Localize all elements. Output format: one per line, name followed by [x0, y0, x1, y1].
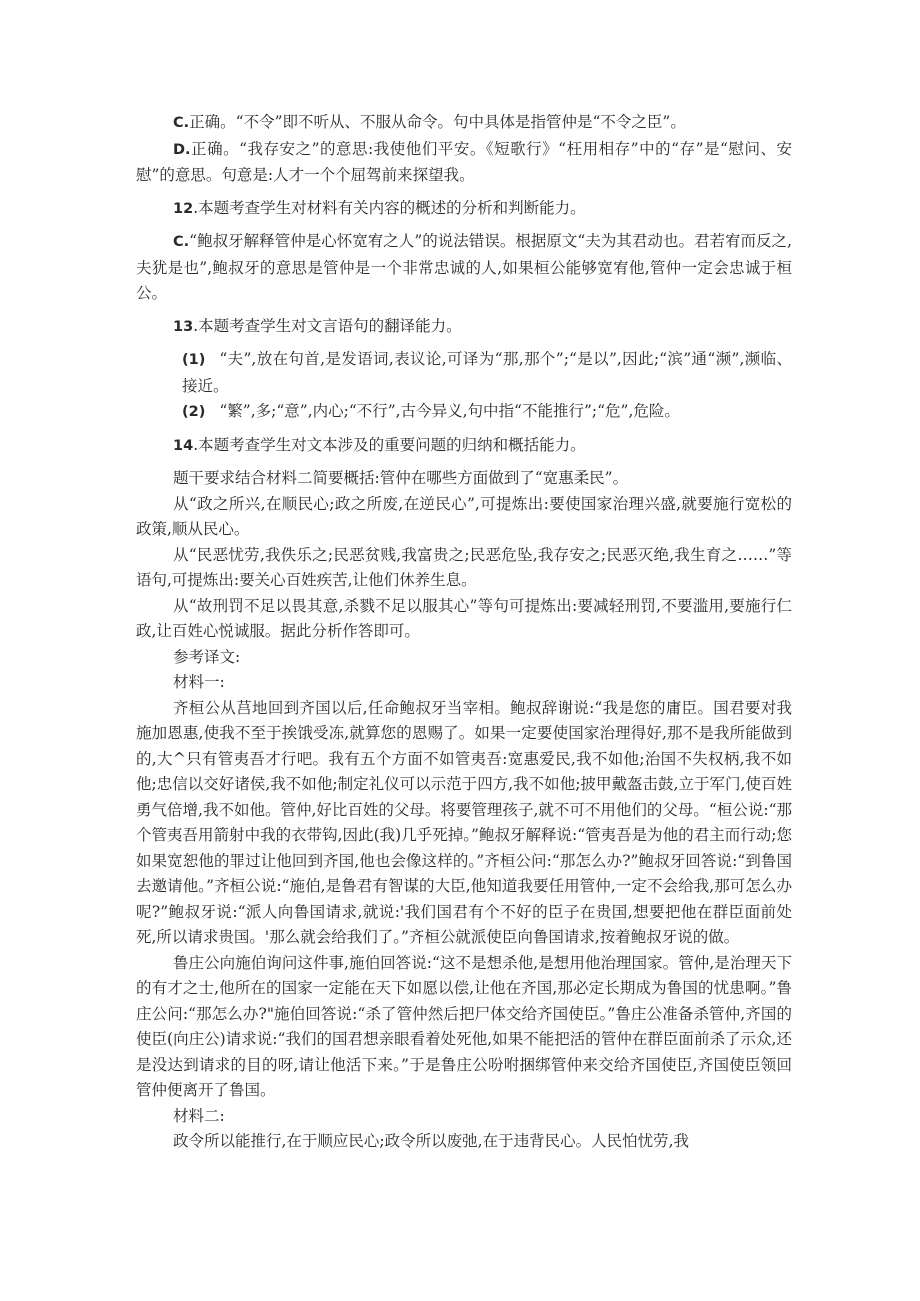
question-12-number: 12: [173, 200, 194, 217]
question-12-option-c-label: C.: [173, 234, 190, 250]
question-13-part-2: [136, 399, 792, 426]
question-13-text: .本题考查学生对文言语句的翻译能力。: [193, 316, 462, 335]
question-13-part-1: [136, 347, 792, 399]
question-13-part-1-label: (1): [182, 352, 206, 368]
question-13-part-1-text: “夫”,放在句首,是发语词,表议论,可译为“那,那个”;“是以”,因此;“滨”通“濒”,濒临、接近。: [182, 350, 792, 395]
question-14-paragraph-2: 从“政之所兴,在顺民心;政之所废,在逆民心”,可提炼出:要使国家治理兴盛,就要施行宽松的政策,顺从民心。: [136, 494, 792, 538]
translation-heading: 参考译文:: [173, 647, 241, 666]
material-1-paragraph-1: 齐桓公从莒地回到齐国以后,任命鲍叔牙当宰相。鲍叔辞谢说:“我是您的庸臣。国君要对我施加恩惠,使我不至于挨饿受冻,就算您的恩赐了。如果一定要使国家治理得好,那不是我所能做到的,大^只有管夷吾才行吧。我有五个方面不如管夷吾:宽惠爱民,我不如他;治国不失权柄,我不如他;忠信以交好诸侯,我不如他;制定礼仪可以示范于四方,我不如他;披甲戴盔击鼓,立于军门,使百姓勇气倍增,我不如他。管仲,好比百姓的父母。将要管理孩子,就不可不用他们的父母。“桓公说:“那个管夷吾用箭射中我的衣带钩,因此(我)几乎死掉。”鲍叔牙解释说:“管夷吾是为他的君主而行动;您如果宽恕他的罪过让他回到齐国,他也会像这样的。”齐桓公问:“那怎么办?”鲍叔牙回答说:“到鲁国去邀请他。”齐桓公说:“施伯,是鲁君有智谋的大臣,他知道我要任用管仲,一定不会给我,那可怎么办呢?”鲍叔牙说:“派人向鲁国请求,就说:'我们国君有个不好的臣子在贵国,想要把他在群臣面前处死,所以请求贵国。'那么就会给我们了。”齐桓公就派使臣向鲁国请求,按着鲍叔牙说的做。: [136, 698, 792, 946]
question-12-option-c-text: “鲍叔牙解释管仲是心怀宽宥之人”的说法错误。根据原文“夫为其君动也。君若宥而反之,夫犹是也”,鲍叔牙的意思是管仲是一个非常忠诚的人,如果桓公能够宽宥他,管仲一定会忠诚于桓公。: [136, 232, 792, 302]
question-12-option-c: [136, 229, 792, 307]
question-13-number: 13: [173, 318, 194, 335]
option-d-label: D.: [173, 141, 191, 158]
question-14-paragraph-3: 从“民恶忧劳,我佚乐之;民恶贫贱,我富贵之;民恶危坠,我存安之;民恶灭绝,我生育之……”等语句,可提炼出:要关心百姓疾苦,让他们休养生息。: [136, 545, 792, 589]
option-c-explanation: [136, 110, 792, 137]
option-d-text: 正确。“我存安之”的意思:我使他们平安。《短歌行》“枉用相存”中的“存”是“慰问、安慰”的意思。句意是:人才一个个屈驾前来探望我。: [136, 139, 792, 184]
option-c-label: C.: [173, 115, 190, 131]
material-1-heading: 材料一:: [173, 673, 225, 691]
question-13-part-2-text: “繁”,多;“意”,内心;“不行”,古今异义,句中指“不能推行”;“危”,危险。: [219, 402, 680, 420]
question-13-heading: [136, 314, 792, 341]
question-14-paragraph-1: 题干要求结合材料二简要概括:管仲在哪些方面做到了“宽惠柔民”。: [173, 469, 629, 487]
question-12-heading: [136, 196, 792, 223]
option-c-text: 正确。“不令”即不听从、不服从命令。句中具体是指管仲是“不令之臣”。: [189, 113, 686, 131]
question-14-number: 14: [173, 437, 194, 454]
question-12-text: .本题考查学生对材料有关内容的概述的分析和判断能力。: [193, 198, 586, 217]
question-13-part-2-label: (2): [182, 404, 206, 420]
answer-explanation: [136, 110, 792, 1155]
material-1-paragraph-2: 鲁庄公向施伯询问这件事,施伯回答说:“这不是想杀他,是想用他治理国家。管仲,是治理天下的有才之士,他所在的国家一定能在天下如愿以偿,让他在齐国,那必定长期成为鲁国的忧患啊。”鲁庄公问:“那怎么办?"施伯回答说:“杀了管仲然后把尸体交给齐国使臣。”鲁庄公准备杀管仲,齐国的使臣(向庄公)请求说:“我们的国君想亲眼看着处死他,如果不能把活的管仲在群臣面前杀了示众,还是没达到请求的目的呀,请让他活下来。”于是鲁庄公吩咐捆绑管仲来交给齐国使臣,齐国使臣领回管仲便离开了鲁国。: [136, 953, 792, 1099]
question-14-paragraph-4: 从“故刑罚不足以畏其意,杀戮不足以服其心”等句可提炼出:要减轻刑罚,不要滥用,要施行仁政,让百姓心悦诚服。据此分析作答即可。: [136, 596, 792, 640]
material-2-paragraph-1: 政令所以能推行,在于顺应民心;政令所以废弛,在于违背民心。人民怕忧劳,我: [173, 1132, 690, 1150]
question-14-heading: [136, 433, 792, 460]
material-2-heading: 材料二:: [173, 1106, 225, 1125]
question-14-text: .本题考查学生对文本涉及的重要问题的归纳和概括能力。: [193, 435, 586, 454]
option-d-explanation: [136, 137, 792, 189]
